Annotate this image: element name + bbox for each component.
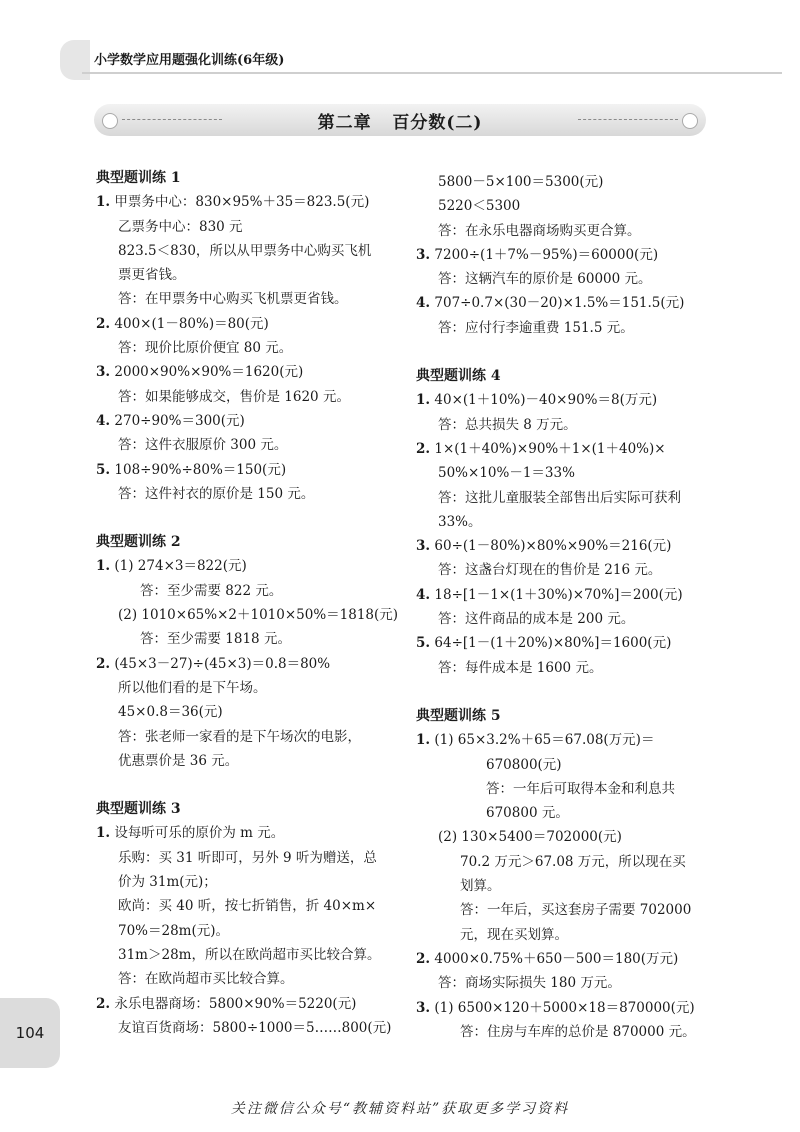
right-column: [416, 170, 716, 1044]
item-text: (1) 274×3＝822(元): [114, 558, 247, 575]
text-line: 答：这盏台灯现在的售价是 216 元。: [438, 562, 662, 579]
text-line: 70.2 万元＞67.08 万元，所以现在买: [460, 853, 686, 870]
page-number-tab: [0, 998, 60, 1068]
text-line: 823.5＜830，所以从甲票务中心购买飞机: [118, 242, 372, 259]
text-line: 价为 31m(元)；: [118, 874, 217, 891]
text-line: 45×0.8＝36(元): [118, 704, 223, 721]
item-number: 1.: [416, 392, 431, 409]
item-text: 永乐电器商场：5800×90%＝5220(元): [114, 995, 357, 1012]
item-text: 2000×90%×90%＝1620(元): [114, 364, 304, 381]
text-line: 50%×10%－1＝33%: [438, 465, 575, 482]
item-number: 3.: [416, 538, 431, 555]
text-line: 答：至少需要 822 元。: [140, 582, 283, 599]
text-line: 答：现价比原价便宜 80 元。: [118, 340, 293, 357]
item-number: 5.: [416, 635, 431, 652]
text-line: 答：一年后可取得本金和利息共: [486, 780, 675, 797]
item-text: 707÷0.7×(30－20)×1.5%＝151.5(元): [434, 295, 685, 312]
numbered-item: [96, 821, 396, 845]
book-header: [82, 44, 782, 74]
text-line: 70%＝28m(元)。: [118, 922, 230, 939]
banner-dash-right: [578, 119, 678, 120]
footer-watermark: 关注微信公众号“教辅资料站”获取更多学习资料: [230, 1101, 570, 1117]
numbered-item: [96, 458, 396, 482]
numbered-item: [416, 996, 716, 1020]
banner-dot-left: [102, 113, 118, 129]
text-line: 答：这件衣服原价 300 元。: [118, 437, 288, 454]
item-text: 7200÷(1＋7%－95%)＝60000(元): [434, 246, 659, 263]
text-line: 答：至少需要 1818 元。: [140, 631, 291, 648]
item-number: 2.: [96, 995, 111, 1012]
numbered-item: [416, 534, 716, 558]
numbered-item: [96, 190, 396, 214]
text-line: 答：住房与车库的总价是 870000 元。: [460, 1023, 696, 1040]
text-line: 答：这批儿童服装全部售出后实际可获利: [438, 489, 681, 506]
text-line: 670800(元): [486, 756, 562, 773]
item-number: 1.: [416, 732, 431, 749]
text-line: 票更省钱。: [118, 267, 186, 284]
item-number: 4.: [416, 295, 431, 312]
banner-dot-right: [682, 113, 698, 129]
item-text: 18÷[1－1×(1＋30%)×70%]＝200(元): [434, 586, 683, 603]
item-number: 3.: [416, 246, 431, 263]
book-title: 小学数学应用题强化训练(6年级): [94, 52, 285, 68]
item-text: (45×3－27)÷(45×3)＝0.8＝80%: [114, 655, 331, 672]
text-line: (2) 1010×65%×2＋1010×50%＝1818(元): [118, 607, 399, 624]
spacer: [96, 773, 396, 797]
page-number: 104: [15, 1024, 45, 1042]
text-line: 答：商场实际损失 180 万元。: [438, 975, 621, 992]
section-heading: 典型题训练 4: [416, 368, 501, 385]
item-text: (1) 65×3.2%＋65＝67.08(万元)＝: [434, 732, 655, 749]
item-text: 108÷90%÷80%＝150(元): [114, 461, 287, 478]
item-number: 2.: [96, 655, 111, 672]
spacer: [416, 680, 716, 704]
numbered-item: [416, 631, 716, 655]
text-line: 答：一年后，买这套房子需要 702000: [460, 902, 692, 919]
text-line: (2) 130×5400＝702000(元): [438, 829, 622, 846]
item-text: 设每听可乐的原价为 m 元。: [114, 825, 285, 842]
text-line: 答：在甲票务中心购买飞机票更省钱。: [118, 291, 348, 308]
item-number: 1.: [96, 825, 111, 842]
text-line: 答：这件商品的成本是 200 元。: [438, 611, 635, 628]
text-line: 答：如果能够成交，售价是 1620 元。: [118, 388, 350, 405]
item-text: 60÷(1－80%)×80%×90%＝216(元): [434, 538, 672, 555]
item-text: 270÷90%＝300(元): [114, 412, 245, 429]
text-line: 乐购：买 31 听即可，另外 9 听为赠送，总: [118, 849, 377, 866]
banner-dash-left: [122, 119, 222, 120]
numbered-item: [416, 728, 716, 752]
numbered-item: [416, 947, 716, 971]
item-text: 甲票务中心：830×95%＋35＝823.5(元): [114, 194, 370, 211]
numbered-item: [416, 583, 716, 607]
chapter-banner: [94, 104, 706, 136]
section-heading: 典型题训练 2: [96, 534, 181, 551]
section-heading: 典型题训练 5: [416, 707, 501, 724]
numbered-item: [96, 554, 396, 578]
section-heading: 典型题训练 1: [96, 170, 181, 186]
text-line: 670800 元。: [486, 805, 569, 822]
text-line: 答：在永乐电器商场购买更合算。: [438, 222, 641, 239]
section-heading: 典型题训练 3: [96, 801, 181, 818]
text-line: 31m＞28m，所以在欧尚超市买比较合算。: [118, 946, 381, 963]
text-line: 5220＜5300: [438, 198, 521, 215]
text-line: 元，现在买划算。: [460, 926, 568, 943]
item-number: 1.: [96, 194, 111, 211]
text-line: 答：这件衬衣的原价是 150 元。: [118, 485, 315, 502]
text-line: 欧尚：买 40 听，按七折销售，折 40×m×: [118, 898, 377, 915]
item-number: 4.: [96, 412, 111, 429]
numbered-item: [96, 652, 396, 676]
item-number: 3.: [96, 364, 111, 381]
text-line: 所以他们看的是下午场。: [118, 679, 267, 696]
spacer: [416, 340, 716, 364]
numbered-item: [96, 312, 396, 336]
item-text: (1) 6500×120＋5000×18＝870000(元): [434, 999, 695, 1016]
numbered-item: [96, 992, 396, 1016]
item-number: 5.: [96, 461, 111, 478]
item-text: 1×(1＋40%)×90%＋1×(1＋40%)×: [434, 440, 666, 457]
text-line: 答：应付行李逾重费 151.5 元。: [438, 319, 634, 336]
text-line: 友谊百货商场：5800÷1000＝5……800(元): [118, 1019, 392, 1036]
numbered-item: [416, 291, 716, 315]
item-text: 40×(1＋10%)－40×90%＝8(万元): [434, 392, 658, 409]
spacer: [96, 506, 396, 530]
item-number: 1.: [96, 558, 111, 575]
text-line: 答：在欧尚超市买比较合算。: [118, 971, 294, 988]
text-line: 答：这辆汽车的原价是 60000 元。: [438, 271, 652, 288]
text-line: 答：张老师一家看的是下午场次的电影，: [118, 728, 361, 745]
item-number: 2.: [96, 315, 111, 332]
text-line: 答：每件成本是 1600 元。: [438, 659, 603, 676]
text-line: 5800－5×100＝5300(元): [438, 174, 604, 190]
numbered-item: [96, 360, 396, 384]
item-number: 3.: [416, 999, 431, 1016]
item-text: 400×(1－80%)＝80(元): [114, 315, 269, 332]
item-number: 4.: [416, 586, 431, 603]
text-line: 答：总共损失 8 万元。: [438, 416, 577, 433]
left-column: [96, 166, 399, 1040]
item-text: 4000×0.75%＋650－500＝180(万元): [434, 950, 679, 967]
item-number: 2.: [416, 440, 431, 457]
chapter-title: 第二章 百分数(二): [317, 112, 483, 133]
numbered-item: [416, 388, 716, 412]
text-line: 乙票务中心：830 元: [118, 218, 243, 235]
numbered-item: [416, 437, 716, 461]
numbered-item: [416, 243, 716, 267]
text-line: 33%。: [438, 513, 482, 530]
text-line: 划算。: [460, 878, 501, 895]
text-line: 优惠票价是 36 元。: [118, 752, 239, 769]
numbered-item: [96, 409, 396, 433]
item-text: 64÷[1－(1＋20%)×80%]＝1600(元): [434, 635, 672, 652]
item-number: 2.: [416, 950, 431, 967]
